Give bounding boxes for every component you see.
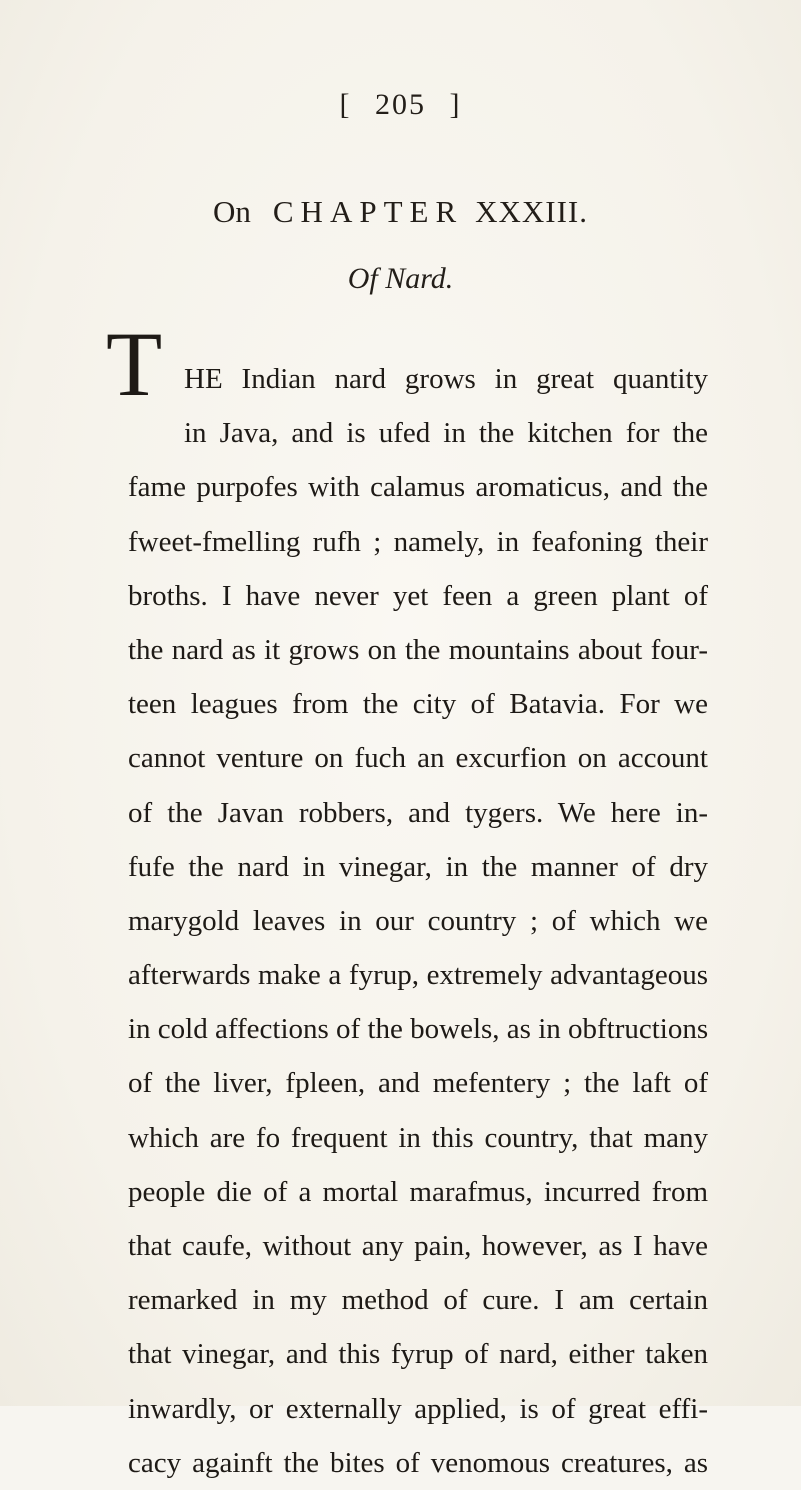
text-line: afterwards make a fyrup, extremely advantageous	[128, 959, 708, 992]
text-line: cacy againft the bites of venomous creatures, as	[128, 1446, 708, 1479]
text-line: marygold leaves in our country ; of which we	[128, 904, 708, 937]
text-line: inwardly, or externally applied, is of great effi-	[128, 1392, 708, 1425]
chapter-heading	[0, 194, 801, 230]
text-line: fame purpofes with calamus aromaticus, and the	[128, 471, 708, 504]
drop-cap: T	[106, 313, 163, 415]
text-line: remarked in my method of cure. I am certain	[128, 1284, 708, 1317]
text-line: fufe the nard in vinegar, in the manner of dry	[128, 850, 708, 883]
body-text	[128, 352, 708, 1490]
text-line: which are fo frequent in this country, that many	[128, 1121, 708, 1154]
page-number: [ 205 ]	[339, 88, 462, 121]
text-line: teen leagues from the city of Batavia. For we	[128, 688, 708, 721]
text-line: cannot venture on fuch an excurfion on account	[128, 742, 708, 775]
text-line: of the Javan robbers, and tygers. We here in-	[128, 796, 708, 829]
text-line: of the liver, fpleen, and mefentery ; the laft of	[128, 1067, 708, 1100]
text-line: people die of a mortal marafmus, incurred from	[128, 1175, 708, 1208]
text-line: HE Indian nard grows in great quantity	[184, 363, 708, 395]
text-line: in cold affections of the bowels, as in obftructions	[128, 1013, 709, 1046]
chapter-word: CHAPTER	[272, 194, 464, 229]
text-line: broths. I have never yet feen a green plant of	[128, 579, 708, 612]
chapter-subtitle: Of Nard.	[347, 262, 454, 295]
chapter-prefix: On	[212, 194, 251, 229]
chapter-number: XXXIII.	[475, 194, 589, 229]
text-line: fweet-fmelling rufh ; namely, in feafoning their	[128, 525, 708, 558]
text-line: that vinegar, and this fyrup of nard, either taken	[128, 1338, 708, 1371]
text-line: that caufe, without any pain, however, as I have	[128, 1230, 708, 1262]
text-line: the nard as it grows on the mountains about four-	[128, 633, 708, 666]
text-line: in Java, and is ufed in the kitchen for the	[184, 417, 708, 450]
